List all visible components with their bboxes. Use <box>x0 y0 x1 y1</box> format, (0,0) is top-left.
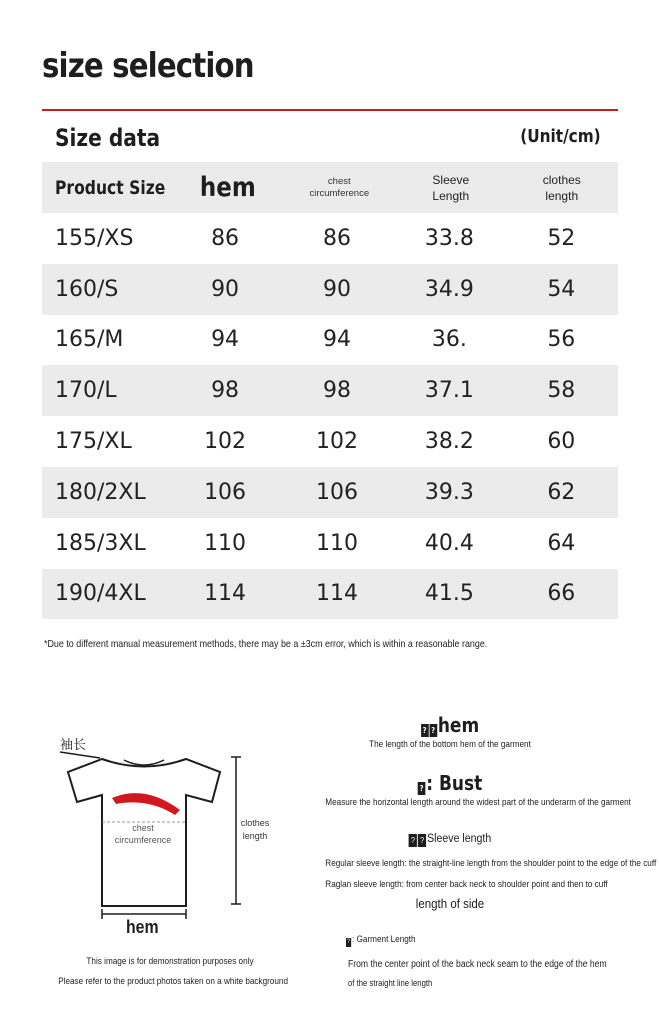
legend-hem-title: ? ? hem <box>422 713 480 737</box>
header-hem: hem <box>200 172 257 203</box>
cell-sleeve-length: 41.5 <box>424 581 474 607</box>
placeholder-glyph-icon: ? <box>418 834 426 847</box>
cell-hem: 102 <box>204 429 247 455</box>
cell-hem: 110 <box>204 530 247 556</box>
table-row <box>42 467 618 518</box>
cell-product-size: 190/4XL <box>55 581 146 607</box>
cell-product-size: 160/S <box>55 276 119 302</box>
cell-clothes-length: 56 <box>547 327 576 353</box>
cell-hem: 98 <box>211 378 240 404</box>
cell-chest: 110 <box>315 530 358 556</box>
placeholder-glyph-icon: ? <box>409 834 417 847</box>
cell-chest: 106 <box>315 479 358 505</box>
cell-clothes-length: 60 <box>547 429 576 455</box>
placeholder-glyph-icon: ? <box>422 726 427 735</box>
cell-chest: 90 <box>322 276 351 302</box>
size-data-label: Size data <box>55 124 161 152</box>
measurement-footnote: *Due to different manual measurement methods, there may be a ±3cm error, which is within a reasonable range. <box>44 638 488 650</box>
cell-chest: 86 <box>322 225 351 251</box>
table-caption-row <box>42 114 618 162</box>
table-row <box>42 569 618 620</box>
legend-sleeve-title: ? ? Sleeve length <box>317 833 584 847</box>
table-row <box>42 365 618 416</box>
photo-note: Please refer to the product photos taken on a white background <box>58 976 289 987</box>
cell-hem: 114 <box>204 581 247 607</box>
cell-clothes-length: 52 <box>547 225 576 251</box>
table-row <box>42 264 618 315</box>
cell-product-size: 165/M <box>55 327 124 353</box>
table-row <box>42 213 618 264</box>
header-clothes-length: clothes length <box>542 172 581 203</box>
cell-product-size: 175/XL <box>55 429 132 455</box>
cell-sleeve-length: 39.3 <box>424 479 474 505</box>
cell-sleeve-length: 34.9 <box>424 276 474 302</box>
cell-chest: 94 <box>322 327 351 353</box>
cell-clothes-length: 62 <box>547 479 576 505</box>
table-row <box>42 518 618 569</box>
clothes-length-label: clothes length <box>240 818 270 841</box>
cell-sleeve-length: 38.2 <box>424 429 474 455</box>
cell-clothes-length: 54 <box>547 276 576 302</box>
header-chest-circumference: chest circumference <box>309 175 370 199</box>
table-row <box>42 315 618 366</box>
tshirt-diagram <box>40 722 300 992</box>
legend-hem-desc: The length of the bottom hem of the garment <box>369 739 531 750</box>
cell-clothes-length: 58 <box>547 378 576 404</box>
cell-product-size: 155/XS <box>55 225 134 251</box>
sleeve-length-label: 袖长 <box>60 737 87 752</box>
unit-label: (Unit/cm) <box>520 126 601 147</box>
legend-bust-title: ? : Bust <box>419 771 483 795</box>
legend-sleeve-desc-raglan: Raglan sleeve length: from center back neck to shoulder point and then to cuff <box>325 879 608 890</box>
cell-chest: 114 <box>315 581 358 607</box>
cell-hem: 106 <box>204 479 247 505</box>
cell-sleeve-length: 36. <box>431 327 467 353</box>
table-body <box>42 213 618 619</box>
cell-hem: 90 <box>211 276 240 302</box>
measurement-legend <box>305 712 657 1012</box>
table-header-row <box>42 162 618 213</box>
legend-bust-desc: Measure the horizontal length around the widest part of the underarm of the garment <box>325 797 631 808</box>
cell-clothes-length: 64 <box>547 530 576 556</box>
cell-sleeve-length: 40.4 <box>424 530 474 556</box>
cell-chest: 102 <box>315 429 358 455</box>
cell-clothes-length: 66 <box>547 581 576 607</box>
table-row <box>42 416 618 467</box>
legend-sleeve-desc-regular: Regular sleeve length: the straight-line length from the shoulder point to the edge of the cuff <box>325 858 657 869</box>
legend-side-length: length of side <box>415 897 485 911</box>
cell-hem: 86 <box>211 225 240 251</box>
cell-sleeve-length: 37.1 <box>424 378 474 404</box>
demo-note: This image is for demonstration purposes only <box>86 956 254 967</box>
title-divider <box>42 109 618 111</box>
page-title: size selection <box>42 46 254 86</box>
placeholder-glyph-icon: ? <box>347 939 351 945</box>
collar <box>124 760 164 765</box>
placeholder-glyph-icon: ? <box>419 784 424 793</box>
cell-product-size: 180/2XL <box>55 479 146 505</box>
header-product-size: Product Size <box>55 176 166 199</box>
cell-hem: 94 <box>211 327 240 353</box>
size-table <box>42 114 618 619</box>
cell-sleeve-length: 33.8 <box>424 225 474 251</box>
cell-product-size: 185/3XL <box>55 530 146 556</box>
legend-garment-desc-2: of the straight line length <box>348 978 433 988</box>
chest-circumference-label: chest circumference <box>114 823 172 845</box>
header-sleeve-length: Sleeve Length <box>432 172 470 203</box>
legend-garment-desc-1: From the center point of the back neck seam to the edge of the hem <box>348 959 607 970</box>
cell-chest: 98 <box>322 378 351 404</box>
hem-label: hem <box>126 917 159 937</box>
cell-product-size: 170/L <box>55 378 117 404</box>
placeholder-glyph-icon: ? <box>431 726 436 735</box>
legend-garment-title: ? : Garment Length <box>347 934 416 945</box>
